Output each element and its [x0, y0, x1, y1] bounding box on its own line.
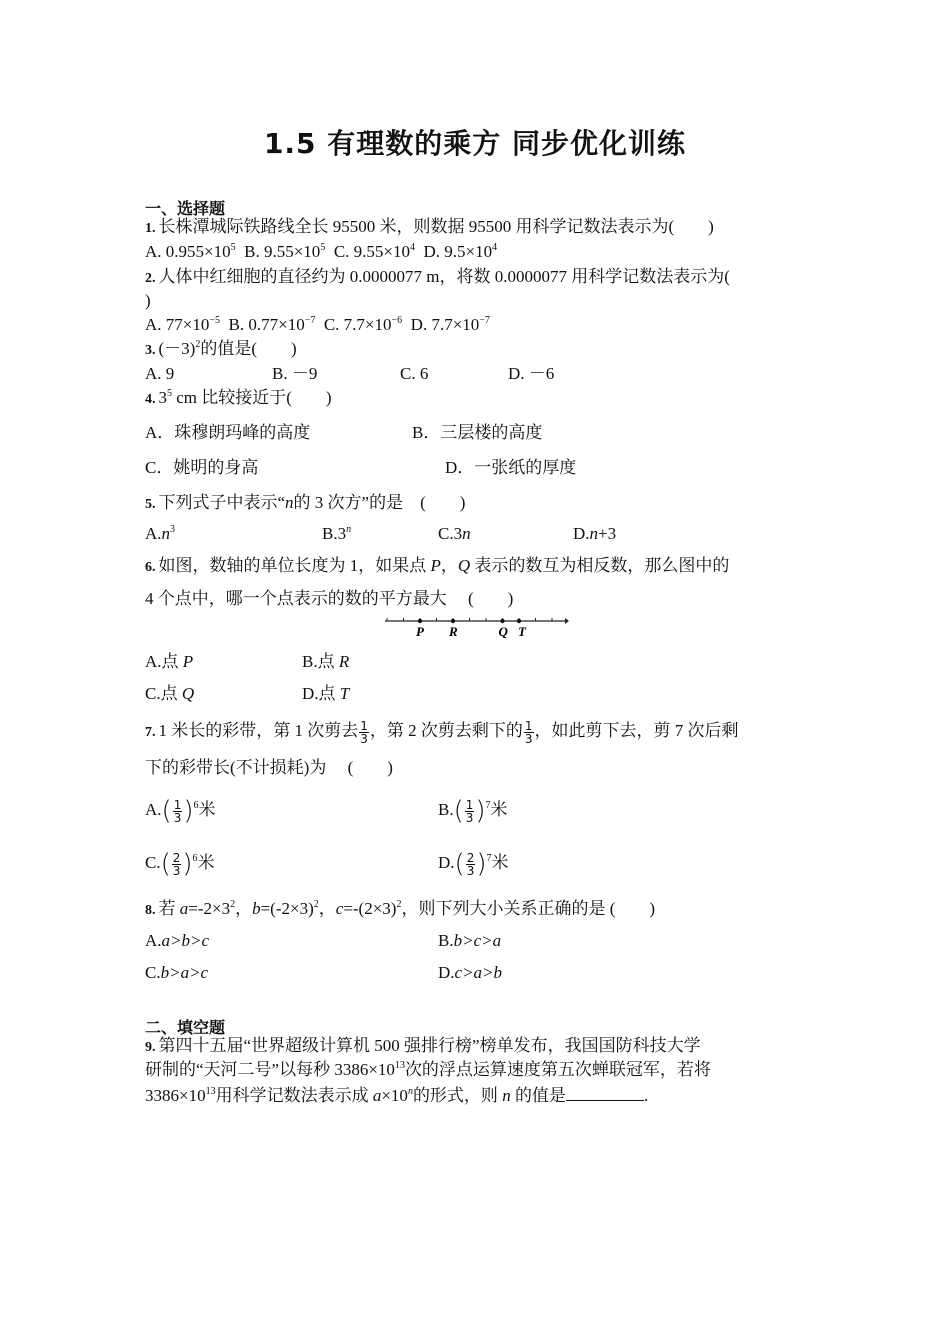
question-8-option-b: B.b>c>a [438, 931, 502, 950]
question-3-option-d: D. －6 [508, 364, 555, 383]
question-4: 4. $3^5$ cm 比较接近于( ) [145, 388, 332, 407]
page-title: 1.5 有理数的乘方 同步优化训练 [263, 127, 687, 160]
question-6: 6. 如图，数轴的单位长度为 1，如果点 P，Q 表示的数互为相反数，那么图中的 [145, 556, 730, 575]
section-heading-fill-in: 二、填空题 [145, 1018, 226, 1037]
question-4-option-b: B．三层楼的高度 [412, 423, 543, 442]
question-7: 7. 1 米长的彩带，第 1 次剪去 $\frac{1}{3}$ ，第 2 次剪去剩下的 $\frac{1}{3}$ ，如此剪下去，剪 7 次后剩 [145, 718, 739, 746]
question-6-option-c: C.点 Q [145, 684, 195, 703]
question-7-option-a: A.( $\frac{1}{3}$ )$^6$米 [145, 796, 216, 827]
question-3: 3. $(-3)^2$的值是( ) [145, 339, 297, 358]
option-b: B. $0.77\times 10^{-7}$ [228, 315, 316, 334]
number-line-arrow [565, 618, 569, 624]
question-3-option-a: A. 9 [145, 364, 175, 383]
option-d: D. $7.7\times 10^{-7}$ [410, 315, 490, 334]
question-1: 1. 长株潭城际铁路线全长 95500 米，则数据 95500 用科学记数法表示为( ) [145, 217, 714, 236]
option-a: A. $77\times 10^{-5}$ [145, 315, 221, 334]
question-4-option-a: A．珠穆朗玛峰的高度 [145, 423, 311, 442]
fraction-one-third: $\frac{1}{3}$ [360, 718, 368, 746]
question-9-line-3: $3386\times 10^{13}$用科学记数法表示成 $a\times 10^n$的形式，则 n 的值是 . [145, 1086, 649, 1105]
question-1-options [145, 241, 497, 263]
question-7-line-2: 下的彩带长(不计损耗)为 ( ) [145, 758, 393, 777]
section-heading-choice: 一、选择题 [145, 199, 226, 218]
question-7-option-b: B.( $\frac{1}{3}$ )$^7$米 [438, 796, 508, 827]
number-line-label-t: T [518, 624, 526, 639]
question-5-option-a: $A.n^3$ [145, 524, 176, 543]
number-line-point-q [500, 619, 504, 623]
number-line-point-p [418, 619, 422, 623]
option-d: D. $9.5\times 10^4$ [423, 242, 498, 261]
question-3-option-c: C. 6 [400, 364, 429, 383]
question-5-option-c: C.3n [438, 524, 471, 543]
question-7-option-d: D.( $\frac{2}{3}$ )$^7$米 [438, 849, 509, 880]
question-8-option-a: A.a>b>c [145, 931, 210, 950]
question-6-option-d: D.点 T [302, 684, 350, 703]
question-5-option-d: D.n+3 [573, 524, 617, 543]
number-line-label-r: R [449, 624, 458, 639]
question-6-line-2: 4 个点中，哪一个点表示的数的平方最大 ( ) [145, 589, 514, 608]
question-5-option-b: B.3$^n$ [322, 524, 352, 543]
fraction-one-third: $\frac{1}{3}$ [524, 718, 533, 746]
question-2-options [145, 314, 490, 336]
number-line-point-r [451, 619, 455, 623]
question-3-option-b: B. －9 [272, 364, 318, 383]
question-4-option-d: D．一张纸的厚度 [445, 458, 577, 477]
question-4-option-c: C．姚明的身高 [145, 458, 259, 477]
question-5: 5. 下列式子中表示“n的 3 次方”的是 ( ) [145, 493, 466, 512]
question-2-continued: ) [145, 291, 151, 310]
number-line-points [416, 619, 527, 639]
question-2: 2. 人体中红细胞的直径约为 0.0000077 m，将数 0.0000077 用科学记数法表示为( [145, 267, 730, 286]
question-8: 8. 若 $a=-2\times 3^2$，$b=(-2\times 3)^2$，$c=-(2\times 3)^2$，则下列大小关系正确的是 ( ) [145, 899, 656, 918]
question-8-option-d: D.c>a>b [438, 963, 503, 982]
question-6-option-a: A.点 P [145, 652, 194, 671]
question-8-option-c: C.b>a>c [145, 963, 209, 982]
question-9-line-2: 研制的“天河二号”以每秒 $3386\times 10^{13}$次的浮点运算速度第五次蝉联冠军，若将 [145, 1060, 711, 1079]
number-line-label-p: P [416, 624, 424, 639]
number-line-figure [383, 612, 569, 640]
option-b: B. $9.55\times 10^5$ [244, 242, 326, 261]
option-a: A. $0.955\times 10^5$ [145, 242, 236, 261]
question-7-option-c: C.( $\frac{2}{3}$ )$^6$米 [145, 849, 215, 880]
number-line-point-t [517, 619, 521, 623]
option-c: C. $7.7\times 10^{-6}$ [323, 315, 403, 334]
option-c: C. $9.55\times 10^4$ [333, 242, 415, 261]
number-line-label-q: Q [498, 624, 508, 639]
answer-blank[interactable] [566, 1084, 644, 1101]
question-6-option-b: B.点 R [302, 652, 350, 671]
question-9: 9. 第四十五届“世界超级计算机 500 强排行榜”榜单发布，我国国防科技大学 [145, 1036, 701, 1055]
